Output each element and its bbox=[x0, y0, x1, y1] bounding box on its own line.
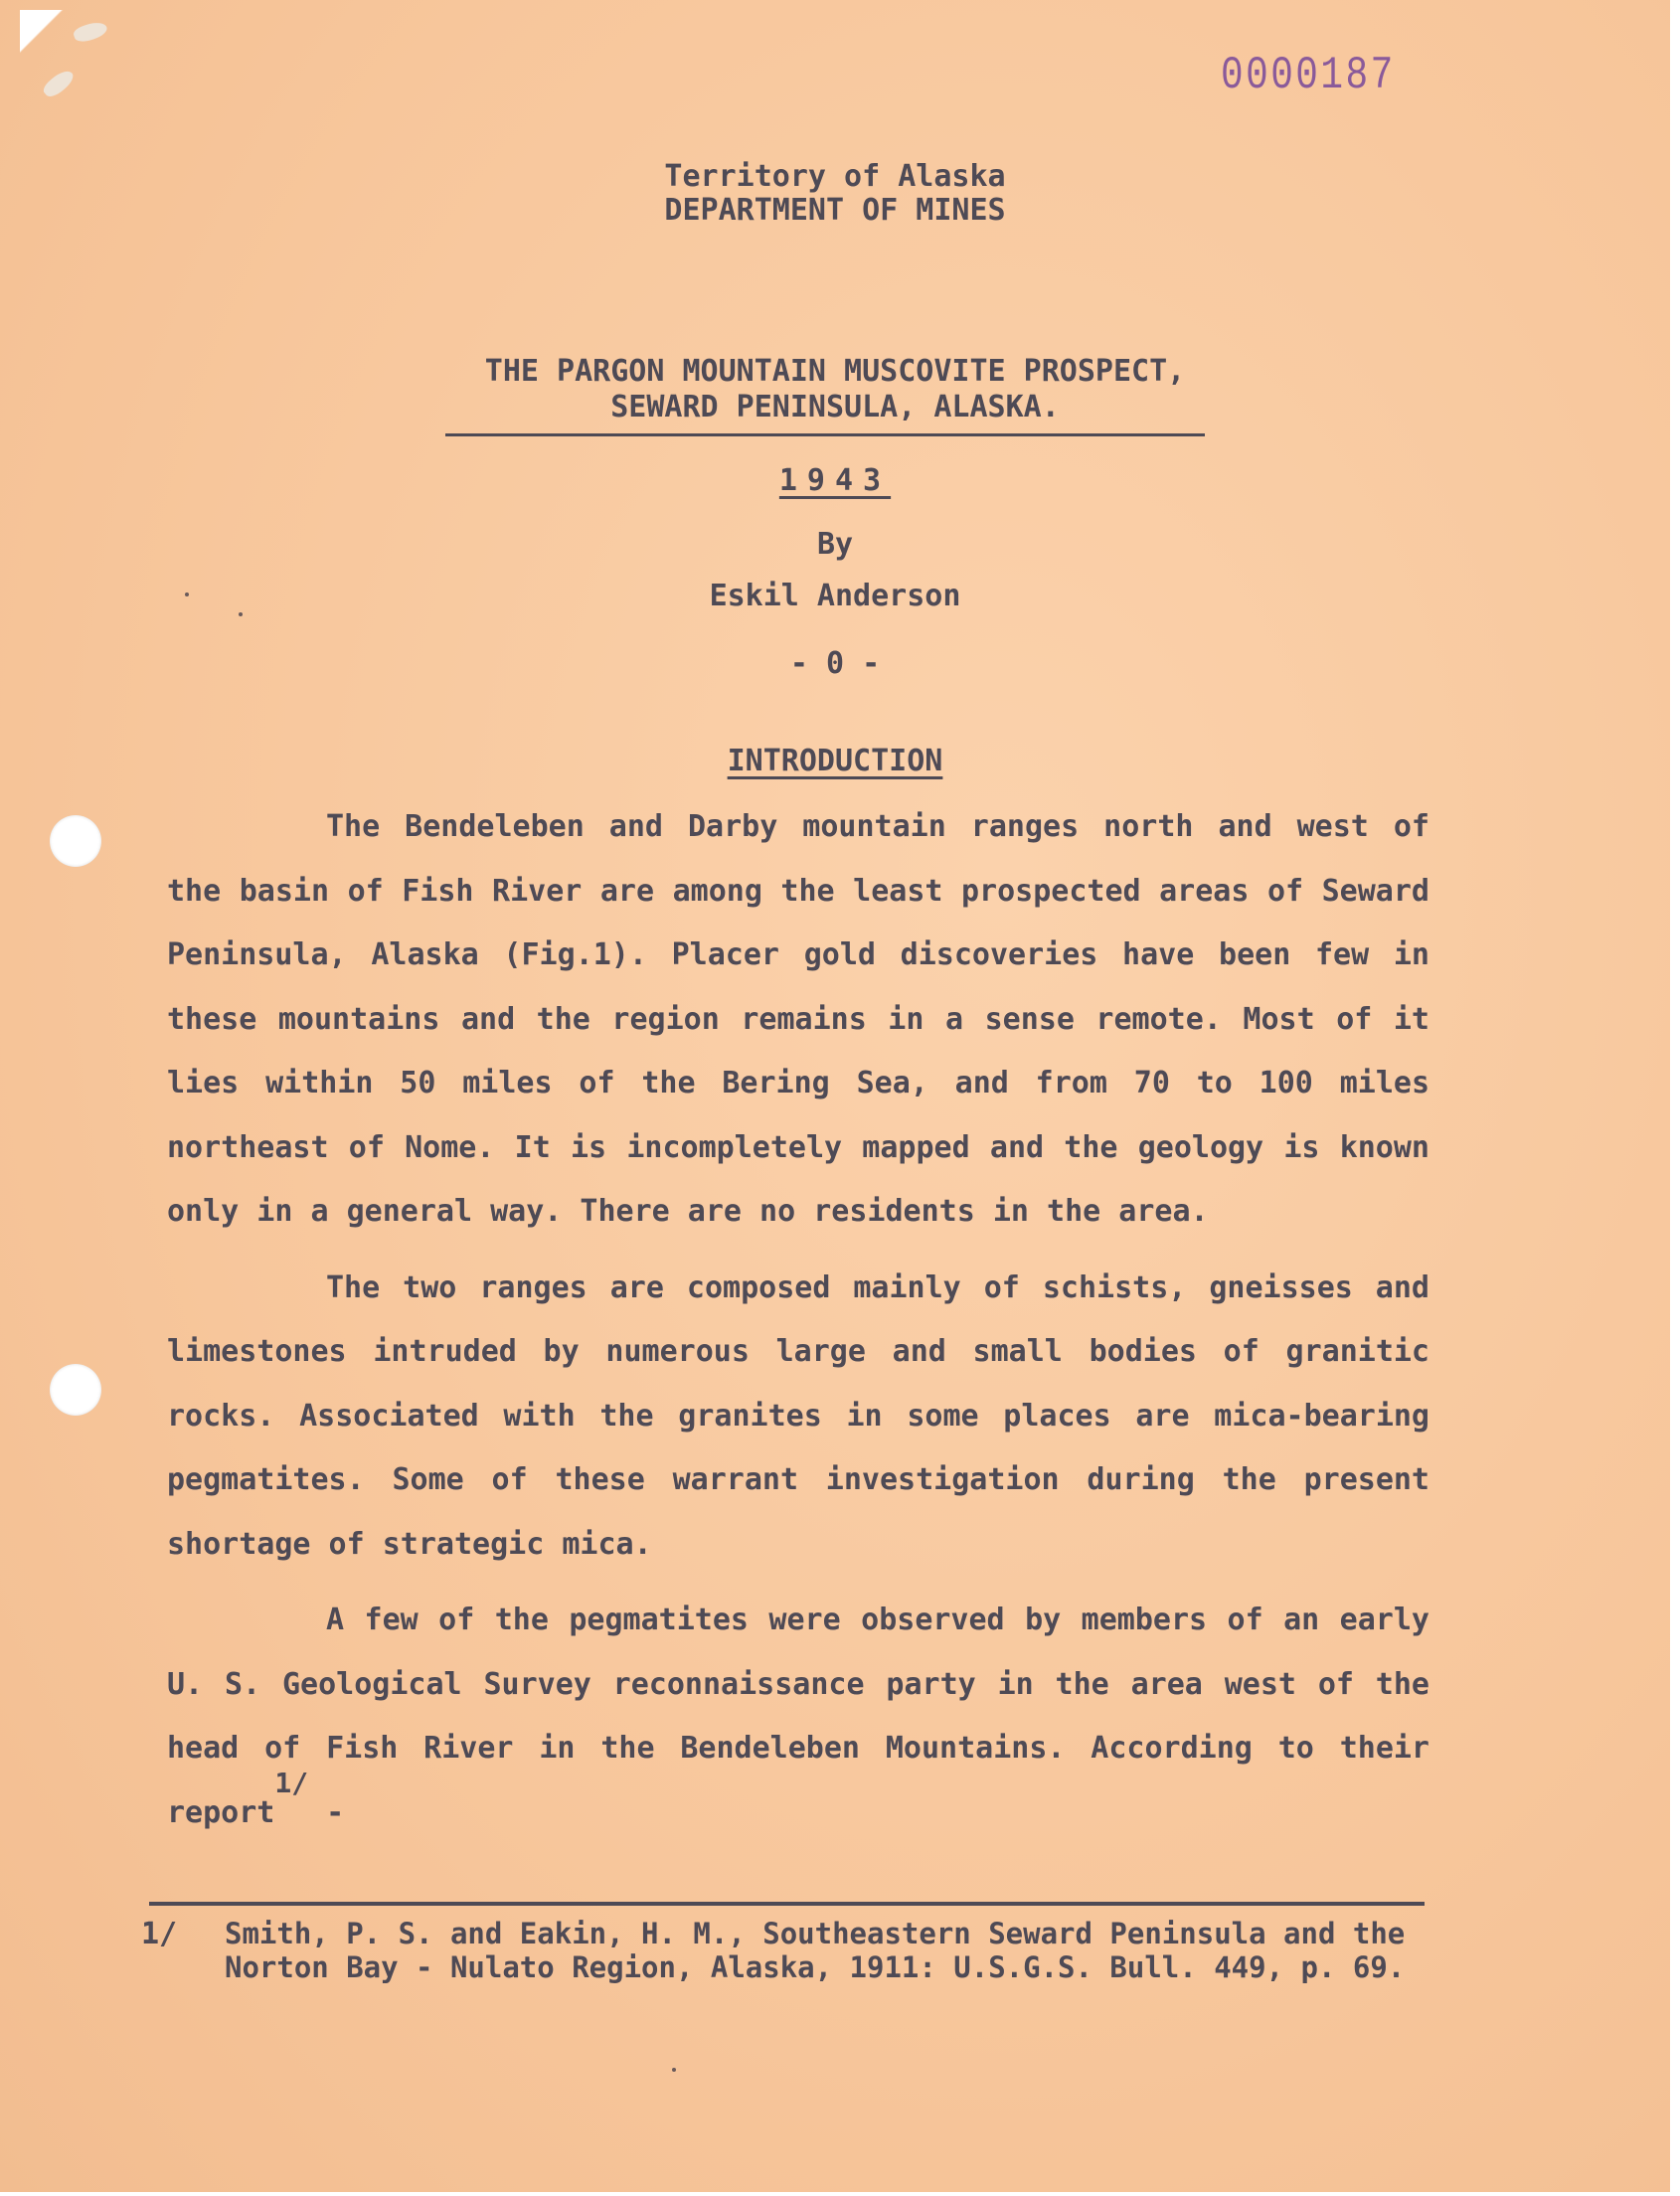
header-department: DEPARTMENT OF MINES bbox=[664, 193, 1006, 228]
section-heading: INTRODUCTION bbox=[727, 744, 943, 778]
report-year: 1943 bbox=[778, 463, 892, 498]
title-underline bbox=[445, 433, 1205, 436]
section-separator: - 0 - bbox=[789, 646, 881, 681]
footnote-text: Smith, P. S. and Eakin, H. M., Southeastern Seward Peninsula and the Norton Bay - Nulato Region, Alaska, 1911: U.S.G.S. Bull. 449, p. 69. bbox=[225, 1917, 1406, 1984]
paragraph-2: The two ranges are composed mainly of schists, gneisses and limestones intruded by numerous large and small bodies of granitic rocks. Associated with the granites in some places are mica-bearing pegmatites. Some of these warrant investigation during the present shortage of strategic mica. bbox=[167, 1269, 1429, 1562]
paper-speck bbox=[185, 592, 189, 596]
footnote-divider bbox=[149, 1902, 1425, 1906]
paragraph-3-text: A few of the pegmatites were observed by members of an early U. S. Geological Survey reconnaissance party in the area west of the head of Fish River in the Bendeleben Mountains. According to their report bbox=[167, 1603, 1429, 1830]
paragraph-3 bbox=[167, 1589, 1429, 1845]
paper-speck bbox=[672, 2068, 676, 2072]
footnote-mark: 1/ bbox=[141, 1917, 178, 1951]
document-number-stamp: 0000187 bbox=[1221, 50, 1396, 101]
paper-speck bbox=[239, 612, 243, 616]
header-territory: Territory of Alaska bbox=[664, 159, 1006, 194]
footnote-reference: 1/ bbox=[274, 1766, 309, 1799]
by-label: By bbox=[816, 527, 854, 562]
paragraph-3-tail: - bbox=[308, 1794, 345, 1830]
author-name: Eskil Anderson bbox=[709, 579, 961, 613]
punch-hole bbox=[50, 815, 101, 867]
punch-hole bbox=[50, 1364, 101, 1416]
body-text bbox=[167, 795, 1429, 1845]
paragraph-1: The Bendeleben and Darby mountain ranges north and west of the basin of Fish River are among the least prospected areas of Seward Peninsula, Alaska (Fig.1). Placer gold discoveries have been few in these mountains and the region remains in a sense remote. Most of it lies within 50 miles of the Bering Sea, and from 70 to 100 miles northeast of Nome. It is incompletely mapped and the geology is known only in a general way. There are no residents in the area. bbox=[167, 809, 1429, 1229]
report-title-line1: THE PARGON MOUNTAIN MUSCOVITE PROSPECT, bbox=[484, 354, 1186, 389]
report-title-line2: SEWARD PENINSULA, ALASKA. bbox=[610, 390, 1060, 424]
